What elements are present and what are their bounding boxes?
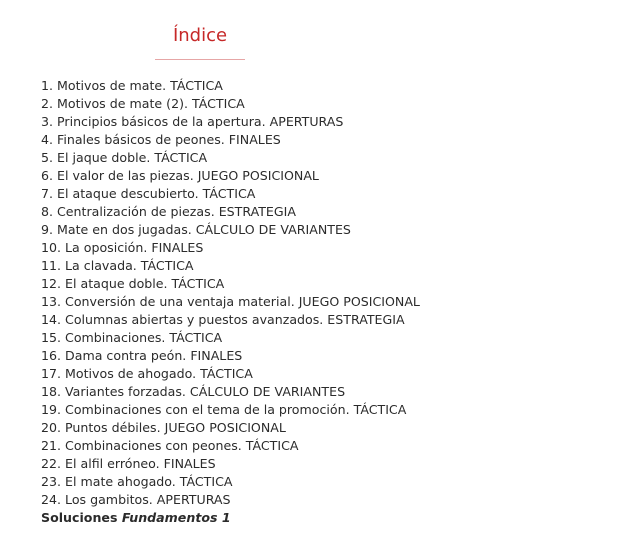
toc-item[interactable]: 21. Combinaciones con peones. TÁCTICA [41, 438, 299, 453]
toc-item[interactable]: 10. La oposición. FINALES [41, 240, 204, 255]
toc-item[interactable]: 14. Columnas abiertas y puestos avanzados. ESTRATEGIA [41, 312, 405, 327]
toc-item[interactable]: 1. Motivos de mate. TÁCTICA [41, 78, 223, 93]
toc-item[interactable]: 15. Combinaciones. TÁCTICA [41, 330, 223, 345]
solutions-prefix: Soluciones [41, 510, 118, 525]
toc-item[interactable]: 13. Conversión de una ventaja material. JUEGO POSICIONAL [41, 294, 420, 309]
toc-item[interactable]: 4. Finales básicos de peones. FINALES [41, 132, 281, 147]
toc-item[interactable]: 5. El jaque doble. TÁCTICA [41, 150, 208, 165]
table-of-contents [41, 77, 420, 509]
title-underline [155, 59, 245, 60]
toc-item[interactable]: 24. Los gambitos. APERTURAS [41, 492, 231, 507]
solutions-book-title: Fundamentos 1 [121, 510, 231, 525]
toc-item[interactable]: 9. Mate en dos jugadas. CÁLCULO DE VARIANTES [41, 222, 351, 237]
toc-item[interactable]: 6. El valor de las piezas. JUEGO POSICIONAL [41, 168, 319, 183]
toc-item[interactable]: 18. Variantes forzadas. CÁLCULO DE VARIANTES [41, 384, 346, 399]
toc-item[interactable]: 16. Dama contra peón. FINALES [41, 348, 243, 363]
solutions-link[interactable] [41, 509, 231, 527]
toc-item[interactable]: 17. Motivos de ahogado. TÁCTICA [41, 366, 253, 381]
toc-item[interactable]: 8. Centralización de piezas. ESTRATEGIA [41, 204, 296, 219]
toc-item[interactable]: 23. El mate ahogado. TÁCTICA [41, 474, 233, 489]
page-title: Índice [172, 25, 228, 46]
toc-item[interactable]: 19. Combinaciones con el tema de la promoción. TÁCTICA [41, 402, 407, 417]
toc-item[interactable]: 7. El ataque descubierto. TÁCTICA [41, 186, 256, 201]
toc-item[interactable]: 22. El alfil erróneo. FINALES [41, 456, 216, 471]
toc-item[interactable]: 11. La clavada. TÁCTICA [41, 258, 194, 273]
toc-item[interactable]: 3. Principios básicos de la apertura. APERTURAS [41, 114, 344, 129]
title-block [155, 25, 245, 60]
toc-item[interactable]: 2. Motivos de mate (2). TÁCTICA [41, 96, 245, 111]
toc-item[interactable]: 20. Puntos débiles. JUEGO POSICIONAL [41, 420, 286, 435]
toc-item[interactable]: 12. El ataque doble. TÁCTICA [41, 276, 225, 291]
